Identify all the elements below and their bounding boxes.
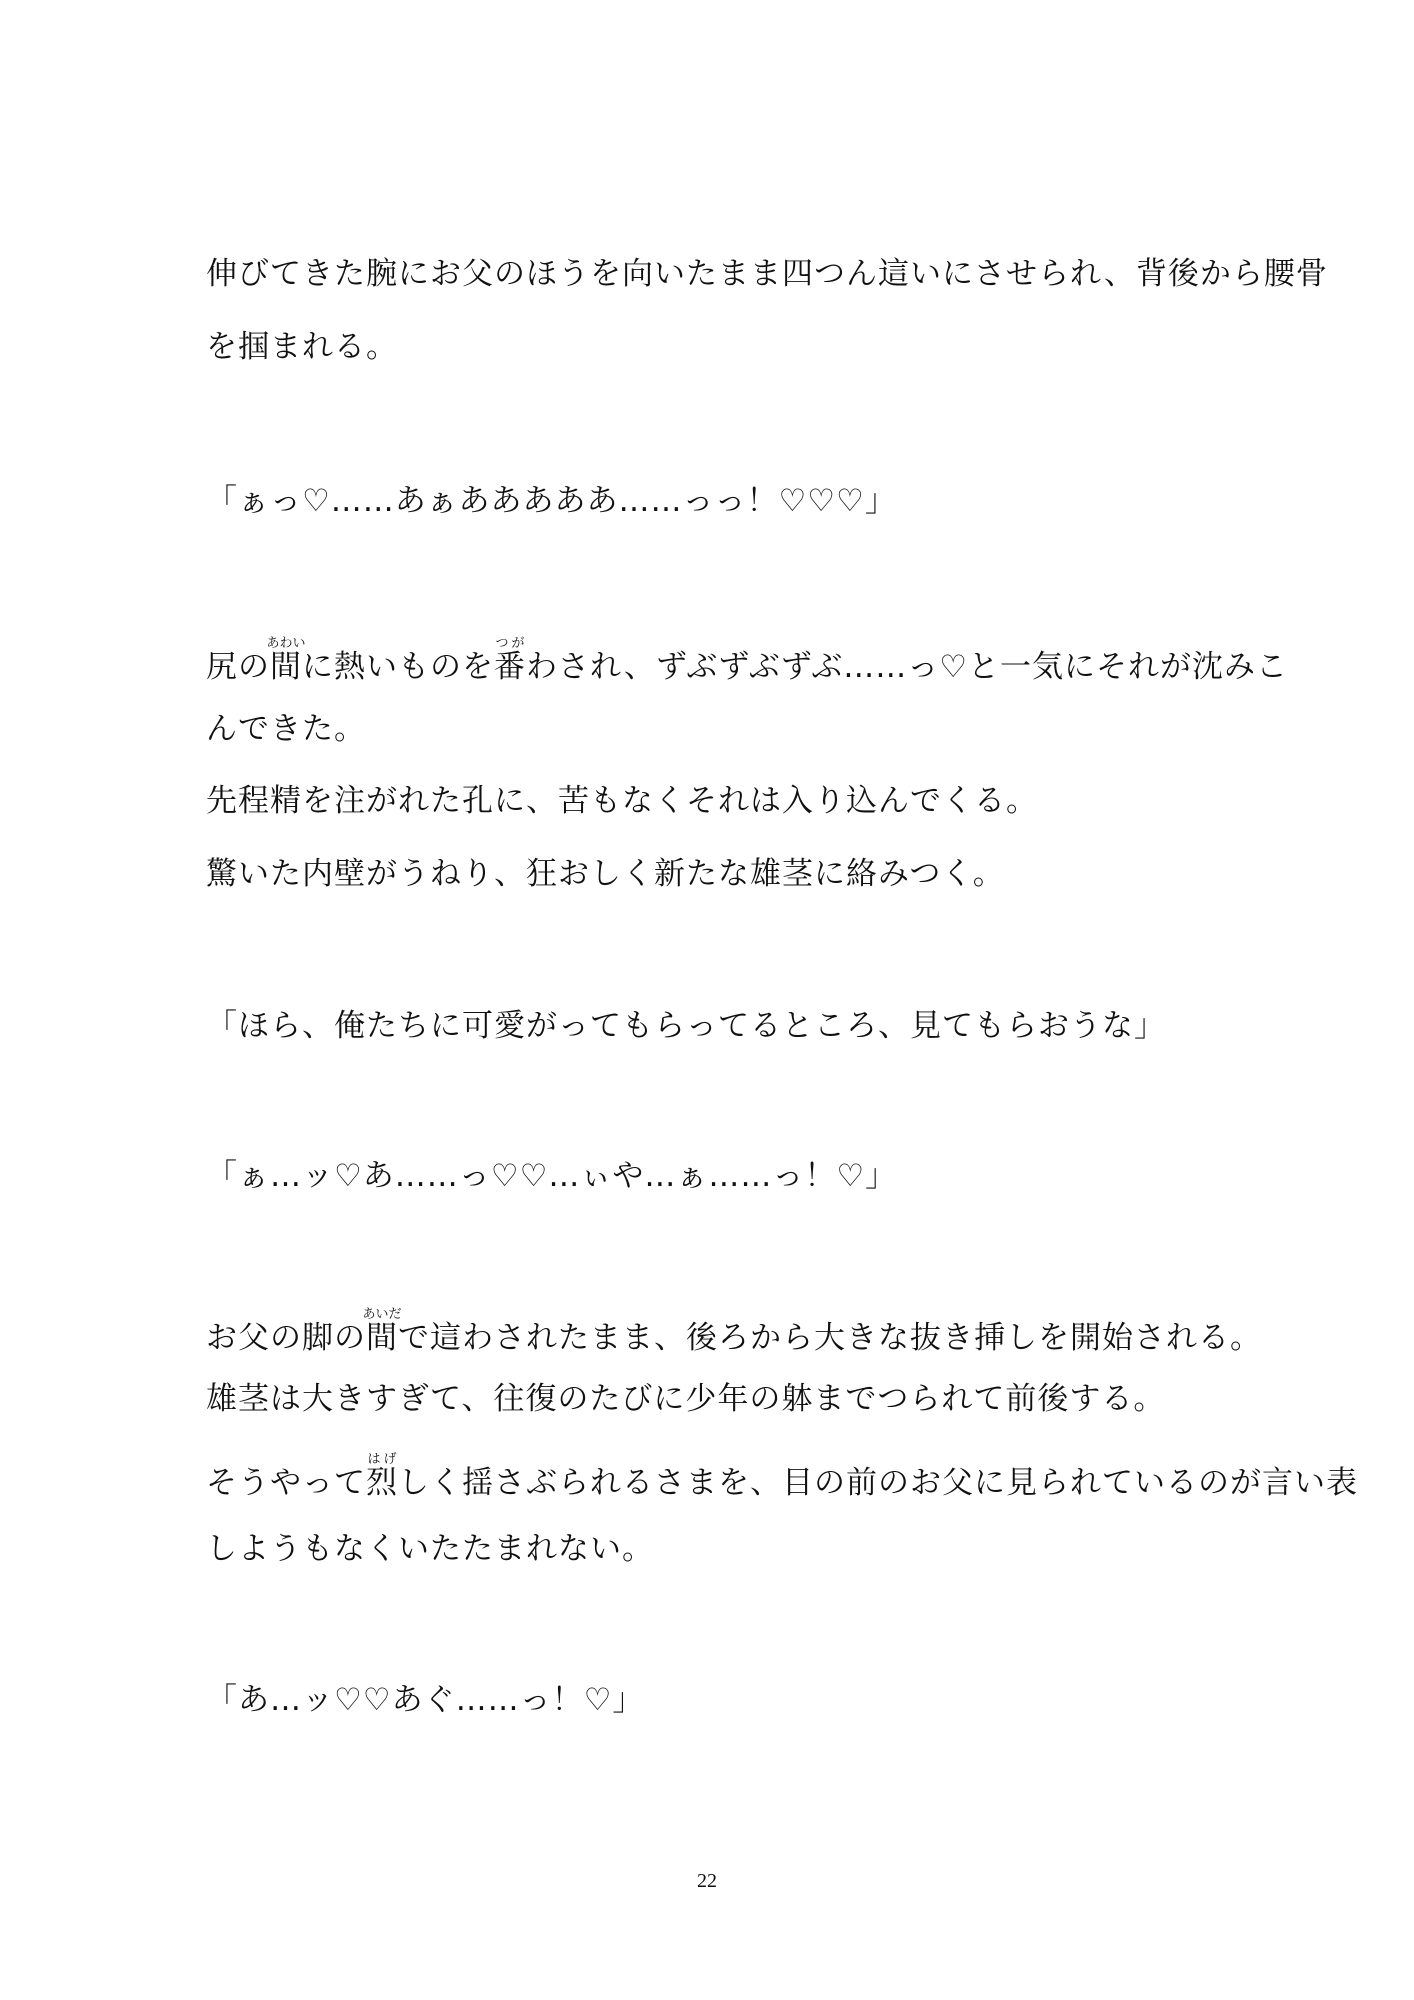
text-line (206, 327, 398, 367)
text-line (206, 254, 1328, 294)
text-segment: しく揺さぶられるさまを、目の前のお父に見られているのが言い表 (398, 1465, 1358, 1501)
text-line (206, 481, 897, 521)
ruby-text (494, 636, 526, 685)
text-segment: 伸びてきた腕にお父のほうを向いたまま四つん這いにさせられ、背後から腰骨 (206, 256, 1328, 292)
ruby-base: 間 (362, 1320, 402, 1356)
text-line (206, 709, 366, 749)
furigana: つが (494, 636, 526, 651)
ruby-base: 烈 (366, 1465, 398, 1501)
ruby-text (266, 636, 306, 685)
text-line (206, 1452, 1358, 1503)
text-segment: 驚いた内壁がうねり、狂おしく新たな雄茎に絡みつく。 (206, 856, 1005, 892)
text-line (206, 636, 1288, 687)
text-segment: そうやって (206, 1465, 366, 1501)
text-segment: 「ぁっ♡……あぁあああああ……っっ！♡♡♡」 (206, 483, 897, 519)
text-segment: 尻の (206, 649, 270, 685)
ruby-text (366, 1452, 398, 1501)
furigana: はげ (366, 1452, 398, 1467)
text-line (206, 1156, 897, 1196)
page-number: 22 (697, 1870, 717, 1892)
text-line (206, 854, 1005, 894)
text-segment: 「ほら、俺たちに可愛がってもらってるところ、見てもらおうな」 (206, 1008, 1166, 1044)
furigana: あいだ (362, 1307, 402, 1322)
text-segment: 「ぁ…ッ♡あ……っ♡♡…ぃや…ぁ……っ！♡」 (206, 1158, 898, 1194)
text-segment: んできた。 (206, 711, 366, 747)
ruby-base: 番 (494, 649, 526, 685)
text-segment: で這わされたまま、後ろから大きな抜き挿しを開始される。 (398, 1320, 1262, 1356)
text-line (206, 1006, 1166, 1046)
text-line (206, 781, 1038, 821)
text-segment: を掴まれる。 (206, 329, 398, 365)
text-segment: 雄茎は大きすぎて、往復のたびに少年の躰までつられて前後する。 (206, 1381, 1166, 1417)
text-segment: 先程精を注がれた孔に、苦もなくそれは入り込んでくる。 (206, 783, 1038, 819)
furigana: あわい (266, 636, 306, 651)
text-segment: しようもなくいたたまれない。 (206, 1531, 654, 1567)
text-line (206, 1529, 654, 1569)
text-segment: お父の脚の (206, 1320, 366, 1356)
ruby-text (362, 1307, 402, 1356)
text-line (206, 1379, 1165, 1419)
text-line (206, 1307, 1262, 1358)
ruby-base: 間 (266, 649, 306, 685)
text-segment: に熱いものを (302, 649, 494, 685)
text-segment: わされ、ずぶずぶずぶ……っ♡と一気にそれが沈みこ (526, 649, 1288, 685)
text-line (206, 1680, 644, 1720)
text-segment: 「あ…ッ♡♡あぐ……っ！♡」 (206, 1682, 645, 1718)
